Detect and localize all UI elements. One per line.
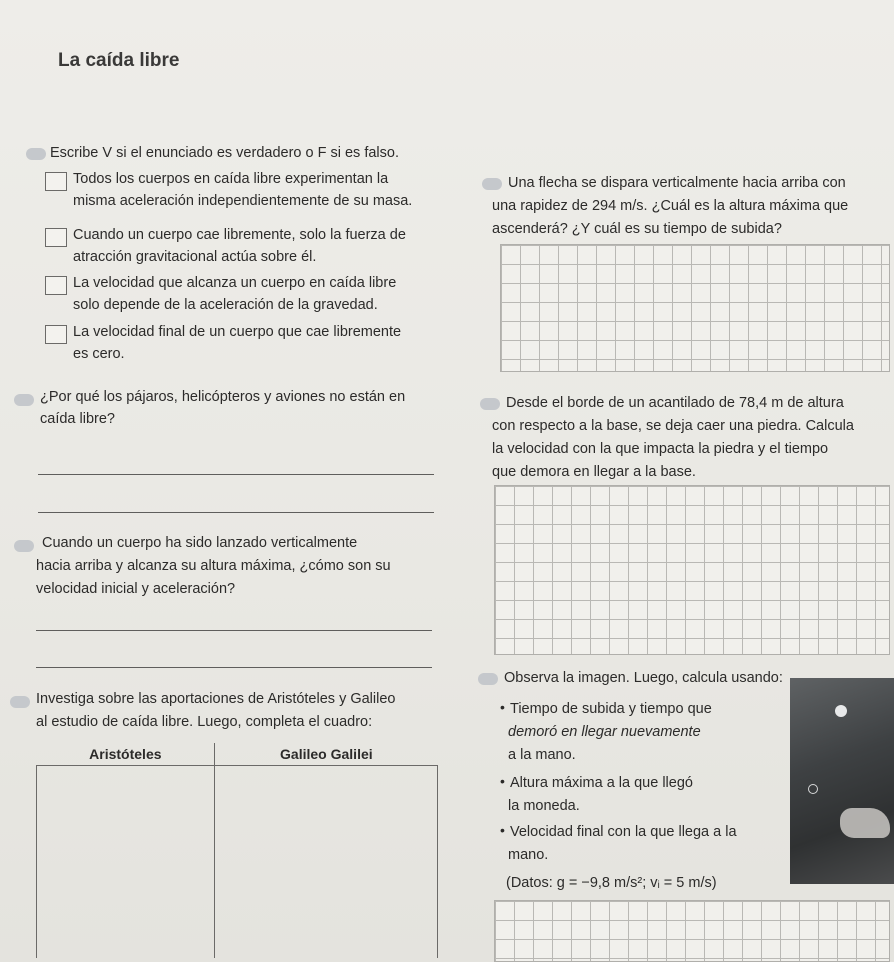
work-grid[interactable] (494, 485, 890, 655)
q7-b1-line2: demoró en llegar nuevamente (508, 724, 701, 740)
q5-line2: una rapidez de 294 m/s. ¿Cuál es la altura máxima que (492, 198, 849, 214)
work-grid[interactable] (500, 244, 890, 372)
q6-line1: Desde el borde de un acantilado de 78,4 m de altura (506, 395, 844, 411)
q5-line3: ascenderá? ¿Y cuál es su tiempo de subida? (492, 221, 782, 237)
q1-item2-line2: atracción gravitacional actúa sobre él. (73, 249, 317, 265)
q7-b3-line1: Velocidad final con la que llega a la (510, 824, 737, 840)
coin-icon (835, 705, 847, 717)
tf-checkbox-2[interactable] (45, 228, 67, 247)
table-header-galileo: Galileo Galilei (215, 743, 438, 766)
question-marker-5 (482, 178, 502, 190)
q3-line3: velocidad inicial y aceleración? (36, 581, 236, 597)
answer-line[interactable] (36, 630, 432, 631)
question-marker-4 (10, 696, 30, 708)
q1-item1-line1: Todos los cuerpos en caída libre experimentan la (73, 171, 389, 187)
answer-line[interactable] (38, 474, 434, 475)
table-cell-aristoteles[interactable] (37, 766, 215, 959)
question-marker-2 (14, 394, 34, 406)
q7-datos: (Datos: g = −9,8 m/s²; vᵢ = 5 m/s) (506, 875, 717, 891)
q7-b2-line1: Altura máxima a la que llegó (510, 775, 693, 791)
bullet-dot: • (500, 699, 505, 715)
table-header-aristoteles: Aristóteles (37, 743, 215, 766)
answer-line[interactable] (36, 667, 432, 668)
q6-line4: que demora en llegar a la base. (492, 464, 696, 480)
tf-checkbox-3[interactable] (45, 276, 67, 295)
q4-line2: al estudio de caída libre. Luego, completa el cuadro: (36, 714, 373, 730)
coin-outline-icon (808, 784, 818, 794)
q7-intro: Observa la imagen. Luego, calcula usando: (504, 670, 783, 686)
q1-item4-line1: La velocidad final de un cuerpo que cae libremente (73, 324, 402, 340)
hand-icon (840, 808, 890, 838)
question-marker-1 (26, 148, 46, 160)
table-cell-galileo[interactable] (215, 766, 438, 959)
q7-b1-line1: Tiempo de subida y tiempo que (510, 701, 712, 717)
q6-line2: con respecto a la base, se deja caer una piedra. Calcula (492, 418, 854, 434)
q2-line2: caída libre? (40, 411, 115, 427)
q2-line1: ¿Por qué los pájaros, helicópteros y aviones no están en (40, 389, 406, 405)
bullet-dot: • (500, 822, 505, 838)
q4-line1: Investiga sobre las aportaciones de Aristóteles y Galileo (36, 691, 396, 707)
comparison-table (36, 743, 438, 958)
q1-item4-line2: es cero. (73, 346, 125, 362)
tf-checkbox-4[interactable] (45, 325, 67, 344)
question-marker-7 (478, 673, 498, 685)
q1-item2-line1: Cuando un cuerpo cae libremente, solo la fuerza de (73, 227, 406, 243)
q7-b3-line2: mano. (508, 847, 549, 863)
q7-b2-line2: la moneda. (508, 798, 580, 814)
q7-b1-line3: a la mano. (508, 747, 576, 763)
q1-item3-line2: solo depende de la aceleración de la gravedad. (73, 297, 378, 313)
q1-prompt: Escribe V si el enunciado es verdadero o F si es falso. (50, 145, 399, 161)
question-marker-6 (480, 398, 500, 410)
q5-line1: Una flecha se dispara verticalmente hacia arriba con (508, 175, 846, 191)
bullet-dot: • (500, 773, 505, 789)
tf-checkbox-1[interactable] (45, 172, 67, 191)
question-marker-3 (14, 540, 34, 552)
q3-line1: Cuando un cuerpo ha sido lanzado verticalmente (42, 535, 358, 551)
q3-line2: hacia arriba y alcanza su altura máxima, ¿cómo son su (36, 558, 391, 574)
q1-item3-line1: La velocidad que alcanza un cuerpo en caída libre (73, 275, 397, 291)
page-title: La caída libre (58, 50, 180, 71)
q1-item1-line2: misma aceleración independientemente de su masa. (73, 193, 413, 209)
work-grid[interactable] (494, 900, 890, 962)
answer-line[interactable] (38, 512, 434, 513)
q6-line3: la velocidad con la que impacta la piedra y el tiempo (492, 441, 829, 457)
